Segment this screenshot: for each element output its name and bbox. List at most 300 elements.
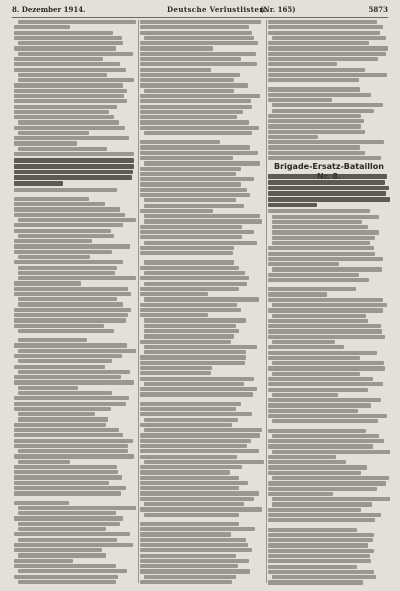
text-line [140, 62, 257, 66]
text-line [140, 276, 249, 280]
text-line [14, 89, 127, 93]
text-line [140, 340, 231, 344]
text-line [140, 361, 245, 365]
text-line [268, 565, 357, 569]
text-line [14, 83, 123, 87]
text-line [140, 507, 262, 511]
text-line [140, 313, 208, 317]
bold-paragraph [268, 174, 390, 207]
text-line [18, 391, 112, 395]
text-line [144, 89, 234, 93]
text-line [14, 260, 123, 264]
text-line [140, 366, 212, 370]
text-line [268, 533, 374, 537]
paragraph-gap [268, 425, 390, 429]
text-line [268, 324, 381, 328]
text-line [272, 236, 375, 240]
text-column-2 [140, 20, 264, 585]
text-line [268, 145, 360, 149]
text-line [268, 388, 368, 392]
text-line [14, 470, 118, 474]
text-line [140, 455, 237, 459]
text-line [144, 204, 244, 208]
text-line [18, 20, 136, 24]
text-line [144, 219, 262, 223]
text-line [272, 575, 376, 579]
text-line [14, 354, 122, 358]
text-line [268, 52, 386, 56]
text-line [14, 402, 126, 406]
text-line [14, 564, 116, 568]
text-column-3 [268, 20, 390, 585]
text-line [268, 78, 359, 82]
text-line [140, 78, 234, 82]
text-line [14, 105, 117, 109]
text-line [268, 114, 361, 118]
text-line [140, 433, 260, 437]
text-line [268, 186, 389, 191]
text-line [14, 244, 130, 248]
text-line [14, 407, 111, 411]
text-line [14, 543, 133, 547]
text-line [140, 355, 246, 359]
header-title: Deutsche Verlustlisten. [167, 5, 268, 14]
text-line [268, 366, 385, 370]
text-line [14, 481, 109, 485]
text-line [140, 371, 211, 375]
text-line [268, 518, 375, 522]
text-line [14, 223, 123, 227]
text-line [14, 433, 123, 437]
text-line [14, 486, 126, 490]
text-line [268, 382, 383, 386]
text-line [268, 209, 370, 213]
text-line [18, 41, 123, 45]
text-line [268, 62, 337, 66]
text-line [140, 251, 233, 255]
text-line [140, 246, 234, 250]
text-line [140, 491, 259, 495]
text-line [18, 460, 70, 464]
text-line [14, 501, 69, 505]
text-line [140, 52, 256, 56]
text-line [18, 255, 90, 259]
text-line [268, 46, 388, 50]
text-line [18, 522, 120, 526]
text-line [268, 356, 360, 360]
text-line [140, 25, 249, 29]
text-line [140, 110, 243, 114]
text-line [272, 502, 372, 506]
text-line [140, 543, 248, 547]
text-line [140, 470, 230, 474]
text-line [140, 303, 237, 307]
text-line [14, 202, 105, 206]
text-line [18, 218, 136, 222]
text-line [144, 460, 264, 464]
text-line [14, 313, 128, 317]
text-line [140, 115, 237, 119]
text-line [140, 120, 249, 124]
text-line [268, 513, 381, 517]
text-line [268, 329, 382, 333]
text-line [14, 343, 127, 347]
text-line [268, 487, 377, 491]
text-line [268, 409, 358, 413]
text-line [14, 239, 92, 243]
text-line [272, 241, 370, 245]
text-line [140, 225, 242, 229]
text-line [144, 324, 236, 328]
text-line [144, 502, 244, 506]
text-line [268, 335, 385, 339]
text-line [14, 465, 117, 469]
text-line [14, 380, 134, 384]
text-line [18, 131, 89, 135]
text-line [272, 36, 386, 40]
text-line [268, 455, 336, 459]
header-date: 8. Dezember 1914. [12, 5, 86, 14]
text-line [268, 429, 366, 433]
text-line [14, 250, 112, 254]
text-line [14, 25, 70, 29]
text-line [14, 213, 125, 217]
text-line [272, 419, 378, 423]
text-line [140, 73, 240, 77]
text-line [140, 41, 258, 45]
text-line [18, 349, 136, 353]
text-line [14, 152, 134, 156]
text-line [18, 449, 128, 453]
text-line [268, 528, 357, 532]
text-line [268, 68, 365, 72]
text-line [144, 198, 236, 202]
text-line [140, 377, 254, 381]
text-line [18, 412, 95, 416]
text-line [268, 130, 365, 134]
text-line [140, 172, 236, 176]
text-line [140, 292, 208, 296]
text-line [144, 329, 239, 333]
text-line [14, 454, 134, 458]
text-line [14, 575, 118, 579]
text-line [18, 417, 108, 421]
text-line [14, 115, 114, 119]
text-line [140, 266, 239, 270]
text-line [268, 465, 367, 469]
text-line [140, 83, 248, 87]
text-line [14, 396, 129, 400]
text-line [272, 361, 384, 365]
text-line [140, 423, 232, 427]
text-line [272, 393, 338, 397]
text-line [268, 298, 383, 302]
text-line [140, 94, 260, 98]
text-line [268, 471, 361, 475]
text-line [18, 359, 112, 363]
text-line [14, 46, 116, 50]
text-line [268, 414, 387, 418]
text-line [18, 329, 114, 333]
text-line [140, 486, 239, 490]
text-line [140, 105, 252, 109]
text-line [268, 98, 332, 102]
text-line [268, 31, 380, 35]
text-line [272, 497, 390, 501]
text-line [14, 94, 124, 98]
text-line [18, 527, 106, 531]
text-line [268, 252, 375, 256]
text-line [14, 516, 123, 520]
text-line [268, 151, 365, 155]
text-line [140, 182, 241, 186]
text-line [268, 439, 384, 443]
text-line [268, 492, 333, 496]
text-line [268, 273, 359, 277]
text-line [140, 126, 259, 130]
text-line [144, 513, 239, 517]
text-line [268, 278, 369, 282]
text-line [18, 297, 117, 301]
text-line [140, 402, 241, 406]
text-line [268, 559, 371, 563]
text-line [268, 20, 377, 24]
text-line [144, 382, 244, 386]
text-line [144, 271, 245, 275]
text-line [14, 324, 104, 328]
text-line [14, 136, 129, 140]
text-line [268, 538, 373, 542]
text-line [268, 351, 377, 355]
text-line [268, 549, 374, 553]
paragraph-gap [268, 524, 390, 528]
text-line [268, 580, 363, 584]
text-line [140, 548, 252, 552]
text-line [18, 120, 119, 124]
text-line [14, 175, 132, 180]
text-line [272, 215, 379, 219]
text-line [268, 73, 387, 77]
text-line [144, 350, 246, 354]
text-line [144, 36, 254, 40]
text-line [140, 156, 233, 160]
text-line [272, 340, 335, 344]
text-line [18, 73, 107, 77]
text-line [268, 119, 364, 123]
text-line [18, 78, 134, 82]
text-line [18, 302, 123, 306]
text-line [140, 177, 254, 181]
text-line [18, 580, 116, 584]
text-line [14, 308, 131, 312]
text-line [140, 287, 239, 291]
text-line [268, 292, 327, 296]
text-line [18, 338, 87, 342]
text-line [140, 439, 251, 443]
text-line [14, 110, 109, 114]
text-line [272, 372, 360, 376]
text-line [272, 303, 387, 307]
text-line [272, 267, 382, 271]
text-line [14, 126, 125, 130]
text-line [268, 41, 369, 45]
text-line [268, 57, 378, 61]
text-line [144, 297, 259, 301]
text-line [14, 548, 102, 552]
text-line [18, 370, 130, 374]
text-line [140, 532, 231, 536]
text-line [268, 25, 383, 29]
text-line [140, 559, 249, 563]
text-line [140, 20, 261, 24]
text-line [14, 181, 63, 186]
text-line [268, 287, 356, 291]
text-line [140, 569, 250, 573]
text-line [268, 308, 383, 312]
text-line [268, 398, 381, 402]
column-divider [138, 20, 139, 583]
text-line [18, 506, 136, 510]
text-line [268, 570, 374, 574]
text-line [272, 434, 379, 438]
text-line [268, 262, 339, 266]
text-line [140, 444, 247, 448]
text-line [140, 308, 241, 312]
text-line [140, 522, 239, 526]
text-line [272, 476, 389, 480]
page-header [12, 4, 388, 16]
text-line [144, 575, 236, 579]
text-line [272, 109, 374, 113]
text-line [14, 491, 121, 495]
text-line [144, 418, 238, 422]
text-line [268, 460, 346, 464]
text-line [14, 281, 81, 285]
text-line [14, 375, 121, 379]
text-line [144, 241, 257, 245]
column-divider [266, 20, 267, 583]
text-line [140, 407, 236, 411]
text-line [18, 553, 106, 557]
text-line [140, 412, 252, 416]
text-line [140, 193, 250, 197]
text-line [140, 230, 254, 234]
text-line [14, 141, 77, 145]
header-rule [12, 17, 388, 18]
text-line [272, 225, 368, 229]
text-line [18, 234, 114, 238]
text-line [268, 246, 374, 250]
text-line [14, 164, 134, 169]
text-line [14, 292, 131, 296]
text-line [14, 318, 126, 322]
text-line [144, 161, 260, 165]
text-line [140, 554, 236, 558]
text-line [140, 235, 242, 239]
text-line [140, 151, 258, 155]
text-line [268, 124, 361, 128]
text-line [140, 449, 259, 453]
text-line [14, 444, 128, 448]
text-line [140, 145, 250, 149]
text-line [14, 207, 120, 211]
text-line [140, 57, 241, 61]
text-line [14, 439, 133, 443]
bold-paragraph [14, 158, 136, 185]
text-line [268, 174, 387, 179]
text-line [14, 62, 120, 66]
text-line [14, 31, 113, 35]
header-page-number: 5873 [368, 5, 388, 14]
text-line [268, 444, 373, 448]
text-line [268, 87, 360, 91]
text-line [144, 131, 252, 135]
text-line [272, 450, 390, 454]
text-line [14, 188, 117, 192]
text-line [268, 140, 384, 144]
text-line [268, 345, 344, 349]
text-line [140, 392, 253, 396]
text-line [18, 511, 116, 515]
text-line [14, 197, 89, 201]
text-line [268, 554, 370, 558]
text-line [140, 46, 213, 50]
text-line [14, 229, 111, 233]
text-line [272, 103, 383, 107]
text-line [18, 276, 136, 280]
header-issue: (Nr. 165) [260, 5, 296, 14]
text-line [144, 428, 262, 432]
text-line [18, 386, 78, 390]
text-line [14, 36, 122, 40]
text-line [140, 497, 254, 501]
text-line [140, 188, 247, 192]
text-line [268, 197, 390, 202]
text-line [14, 532, 130, 536]
text-line [268, 481, 386, 485]
text-line [14, 287, 128, 291]
text-line [140, 167, 241, 171]
text-line [140, 481, 248, 485]
section-heading: Brigade-Ersatz-Bataillon [274, 162, 384, 172]
text-line [268, 203, 317, 208]
text-line [140, 209, 213, 213]
text-line [140, 476, 239, 480]
text-line [18, 569, 127, 573]
text-line [268, 543, 368, 547]
text-line [18, 266, 117, 270]
text-line [140, 564, 238, 568]
text-line [144, 345, 257, 349]
text-line [144, 282, 247, 286]
text-line [268, 191, 386, 196]
text-line [140, 538, 246, 542]
text-line [14, 68, 126, 72]
text-line [140, 580, 232, 584]
text-line [14, 158, 134, 163]
text-line [268, 135, 318, 139]
text-line [14, 559, 73, 563]
text-line [144, 260, 234, 264]
text-line [144, 214, 260, 218]
text-line [14, 423, 106, 427]
text-line [268, 403, 371, 407]
text-line [268, 319, 368, 323]
paragraph-gap [14, 497, 136, 501]
text-line [268, 508, 361, 512]
text-line [14, 365, 105, 369]
text-line [272, 314, 366, 318]
